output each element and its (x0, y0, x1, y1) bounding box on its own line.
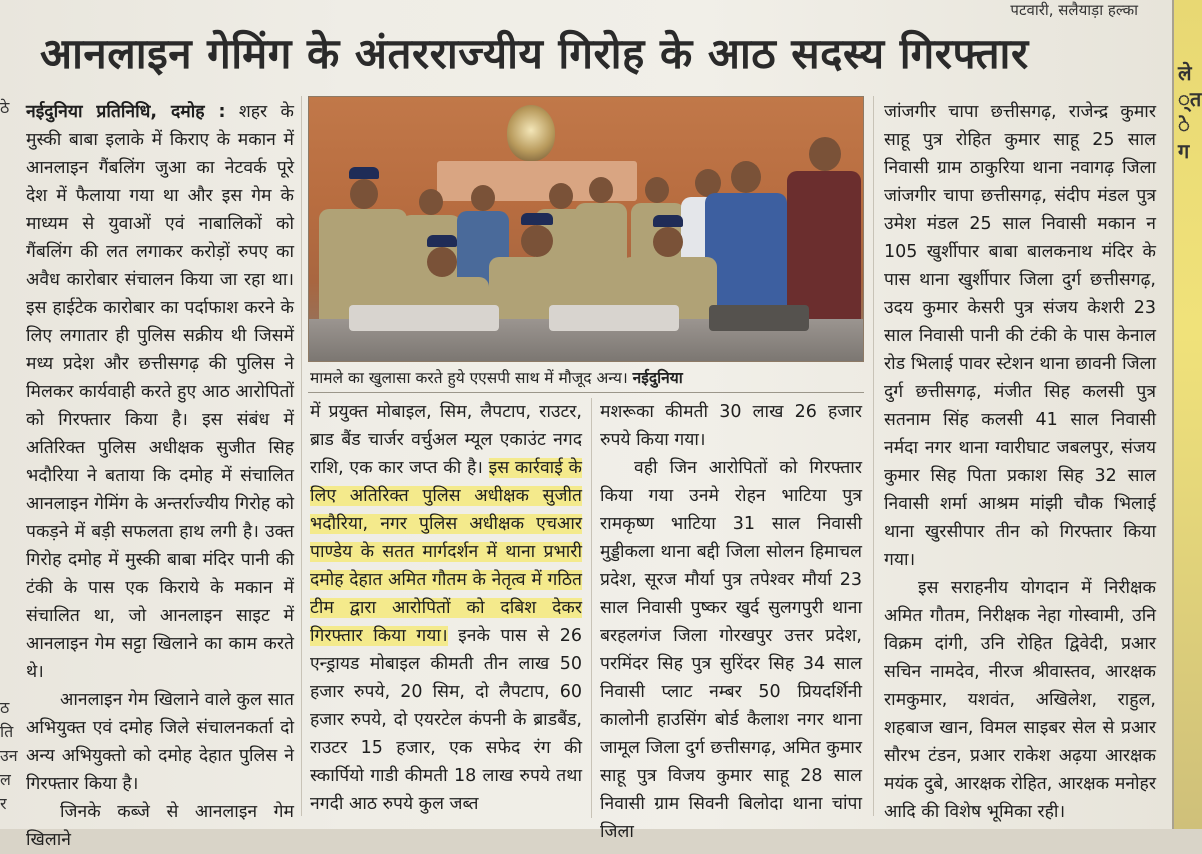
paragraph-1: मशरूका कीमती 30 लाख 26 हजार रुपये किया गया। (600, 402, 862, 450)
caption-divider (308, 392, 864, 393)
clip-line: ठ (0, 698, 10, 717)
headline: आनलाइन गेमिंग के अंतरराज्यीय गिरोह के आठ सदस्य गिरफ्तार (40, 29, 1029, 78)
article-column-2 (310, 398, 582, 818)
column-divider (591, 398, 592, 818)
paragraph-text: में प्रयुक्त मोबाइल, सिम, लैपटाप, राउटर, ब्राड बैंड चार्जर वर्चुअल म्यूल एकाउंट नगद राशि, एक कार जप्त की है। (310, 402, 582, 478)
paragraph-2: वही जिन आरोपितों को गिरफ्तार किया गया उनमे रोहन भाटिया पुत्र रामकृष्ण भाटिया 31 साल निवासी मुड्डीकला थाना बद्दी जिला सोलन हिमाचल प्रदेश, सूरज मौर्या पुत्र तपेश्वर मौर्या 23 साल निवासी पुष्कर खुर्द सुलगपुरी थाना बरहलगंज जिला गोरखपुर उत्तर प्रदेश, परमिंदर सिह पुत्र सुरिंदर सिह 34 साल निवासी प्लाट नम्बर 50 प्रियदर्शिनी कालोनी हाउसिंग बोर्ड कैलाश नगर थाना जामूल जिला दुर्ग छत्तीसगढ़, अमित कुमार साहू पुत्र विजय कुमार साहू 28 साल निवासी ग्राम सिवनी बिलोदा थाना चांपा जिला (600, 458, 862, 842)
paragraph-2: इस सराहनीय योगदान में निरीक्षक अमित गौतम, निरीक्षक नेहा गोस्वामी, उनि विक्रम दांगी, उनि रोहित द्विवेदी, प्रआर सचिन नामदेव, नीरज श्रीवास्तव, आरक्षक रामकुमार, यशवंत, अखिलेश, राहुल, शहबाज खान, विमल साइबर सेल से प्रआर सौरभ टंडन, प्रआर राकेश अढ़या आरक्षक मयंक दुबे, आरक्षक रोहित, आरक्षक मनोहर आदि की विशेष भूमिका रही। (884, 578, 1156, 822)
paragraph-text: इनके पास से 26 एन्ड्रायड मोबाइल कीमती तीन लाख 50 हजार रुपये, 20 सिम, दो लैपटाप, 60 हजार रुपये, दो एयरटेल कंपनी के ब्राडबैंड, राउटर 15 हजार, एक सफेद रंग की स्कार्पियो गाडी कीमती 18 लाख रुपये तथा नगदी आठ रुपये कुल जब्त (310, 626, 582, 814)
paragraph-3: जिनके कब्जे से आनलाइन गेम खिलाने (26, 802, 294, 850)
paragraph-text: शहर के मुस्की बाबा इलाके में किराए के मकान में आनलाइन गैंबलिंग जुआ का नेटवर्क पूरे देश में फैलाया गया था और इस गेम के माध्यम से युवाओं एवं नाबालिकों को गैंबलिंग की लत लगाकर करोड़ों रुपए का अवैध कारोबार संचालन किया जा रहा था। इस हाईटेक कारोबार का पर्दाफाश करने के लिए लगातार ही पुलिस सक्रीय थी जिसमें मध्य प्रदेश और छत्तीसगढ़ की पुलिस ने मिलकर कार्यवाही करते हुए आठ आरोपितों को गिरफ्तार किया है। इस संबंध में अतिरिक्त पुलिस अधीक्षक सुजीत सिह भदौरिया ने बताया कि दमोह में संचालित आनलाइन गेमिंग के अन्तर्राज्यीय गिरोह को पकड़ने में बड़ी सफलता हाथ लगी है। उक्त गिरोह दमोह में मुस्की बाबा मंदिर पानी की टंकी के पास एक किराये के मकान में संचालित था, जो आनलाइन साइट में आनलाइन गेम सट्टा खिलाने का काम करते थे। (26, 102, 294, 682)
article-column-4 (884, 98, 1156, 826)
article-column-3 (600, 398, 862, 846)
seized-items (549, 305, 679, 331)
highlighted-text: इस कार्रवाई के लिए अतिरिक्त पुलिस अधीक्षक सुजीत भदौरिया, नगर पुलिस अधीक्षक एचआर पाण्डेय के सतत मार्गदर्शन में थाना प्रभारी दमोह देहात अमित गौतम के नेतृत्व में गठित टीम द्वारा आरोपितों को दबिश देकर गिरफ्तार किया गया। (310, 458, 582, 646)
adjacent-page-edge (1172, 0, 1202, 829)
article-column-1 (26, 98, 294, 854)
seized-items (709, 305, 809, 331)
edge-text: ले ्त े ग (1178, 61, 1202, 163)
clip-line: ल (0, 770, 11, 789)
police-emblem (507, 105, 555, 161)
paragraph-2: आनलाइन गेम खिलाने वाले कुल सात अभियुक्त एवं दमोह जिले संचालनकर्ता दो अन्य अभियुक्तो को दमोह देहात पुलिस ने गिरफ्तार किया है। (26, 690, 294, 794)
byline: नईदुनिया प्रतिनिधि, दमोह : (26, 102, 226, 122)
photo-caption (310, 366, 870, 388)
clip-line: र (0, 794, 7, 813)
news-photo (308, 96, 864, 362)
column-divider (301, 96, 302, 816)
paragraph-1 (26, 98, 294, 686)
left-clipped-column (0, 96, 20, 829)
clip-line: उन (0, 746, 18, 765)
seized-items (349, 305, 499, 331)
paragraph-1: जांजगीर चापा छत्तीसगढ़, राजेन्द्र कुमार साहू पुत्र रोहित कुमार साहू 25 साल निवासी ग्राम ठाकुरिया थाना नवागढ़ जिला जांजगीर चापा छत्तीसगढ़, संदीप मंडल पुत्र उमेश मंडल 25 साल निवासी मकान न 105 खुर्शीपार बाबा बालकनाथ मंदिर के पास थाना खुर्शीपार जिला दुर्ग छत्तीसगढ़, उदय कुमार केसरी पुत्र संजय केशरी 23 साल निवासी पानी की टंकी के पास केनाल रोड भिलाई पावर स्टेशन थाना छावनी जिला दुर्ग छत्तीसगढ़, मंजीत सिह कलसी पुत्र सतनाम सिंह कलसी 41 साल निवासी नर्मदा नगर थाना ग्वारीघाट जबलपुर, संजय कुमार सिह पिता प्रकाश सिह 32 साल निवासी शर्मा आश्रम मांझी चौक भिलाई थाना खुरसीपार तीन को गिरफ्तार किया गया। (884, 102, 1156, 570)
clip-line: ठे (0, 98, 10, 117)
caption-text: मामले का खुलासा करते हुये एएसपी साथ में मौजूद अन्य। (310, 369, 633, 387)
top-corner-text: पटवारी, सलैयाड़ा हल्का (1010, 1, 1138, 19)
column-divider (873, 96, 874, 816)
caption-source: नईदुनिया (632, 369, 683, 387)
paragraph-1 (310, 398, 582, 818)
clip-line: ति (0, 722, 14, 741)
